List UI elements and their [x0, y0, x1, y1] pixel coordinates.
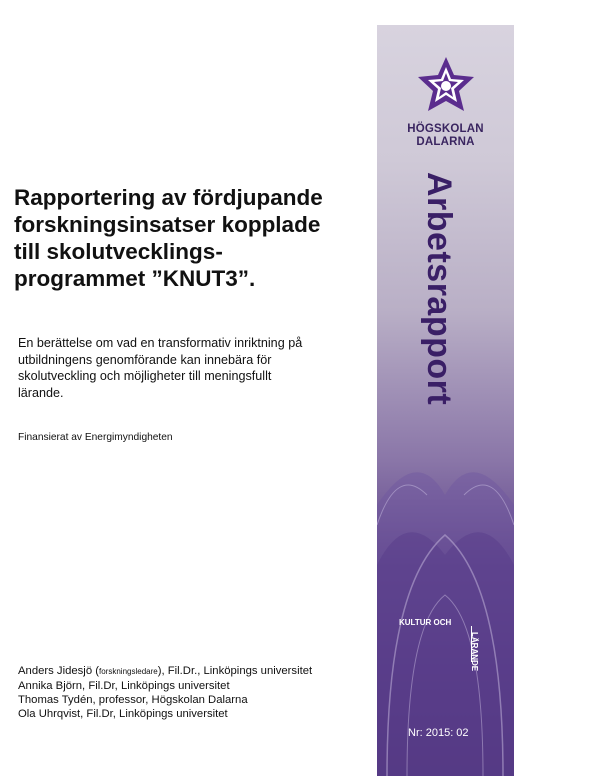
subtitle-line: lärande.	[18, 385, 64, 400]
logo-name-line1: HÖGSKOLAN	[407, 123, 484, 135]
subtitle-line: skolutveckling och möjligheter till meningsfullt	[18, 369, 272, 383]
series-label-line2: LÄRANDE	[470, 632, 479, 672]
title-line: till skolutvecklings-	[14, 239, 223, 264]
star-emblem-icon	[414, 55, 478, 119]
title-line: programmet ”KNUT3”.	[14, 266, 256, 291]
report-title	[14, 184, 374, 292]
title-line: forskningsinsatser kopplade	[14, 212, 321, 237]
logo-name-line2: DALARNA	[416, 136, 475, 148]
title-line: Rapportering av fördjupande	[14, 185, 323, 210]
author-list	[18, 664, 378, 721]
university-logo	[377, 55, 514, 149]
report-type-heading: Arbetsrapport	[420, 172, 458, 406]
author-line: Ola Uhrqvist, Fil.Dr, Linköpings universitet	[18, 708, 228, 720]
subtitle-line: utbildningens genomförande kan innebära för	[18, 352, 272, 367]
report-number: Nr: 2015: 02	[408, 727, 469, 739]
author-line: Thomas Tydén, professor, Högskolan Dalarna	[18, 694, 248, 706]
series-label-line1: KULTUR OCH	[399, 618, 452, 627]
funding-note: Finansierat av Energimyndigheten	[18, 432, 173, 443]
subtitle-line: En berättelse om vad en transformativ inriktning på	[18, 336, 303, 350]
author-line: Anders Jidesjö (forskningsledare), Fil.Dr., Linköpings universitet	[18, 665, 313, 677]
author-line: Annika Björn, Fil.Dr, Linköpings universitet	[18, 680, 230, 692]
report-subtitle	[18, 335, 368, 401]
